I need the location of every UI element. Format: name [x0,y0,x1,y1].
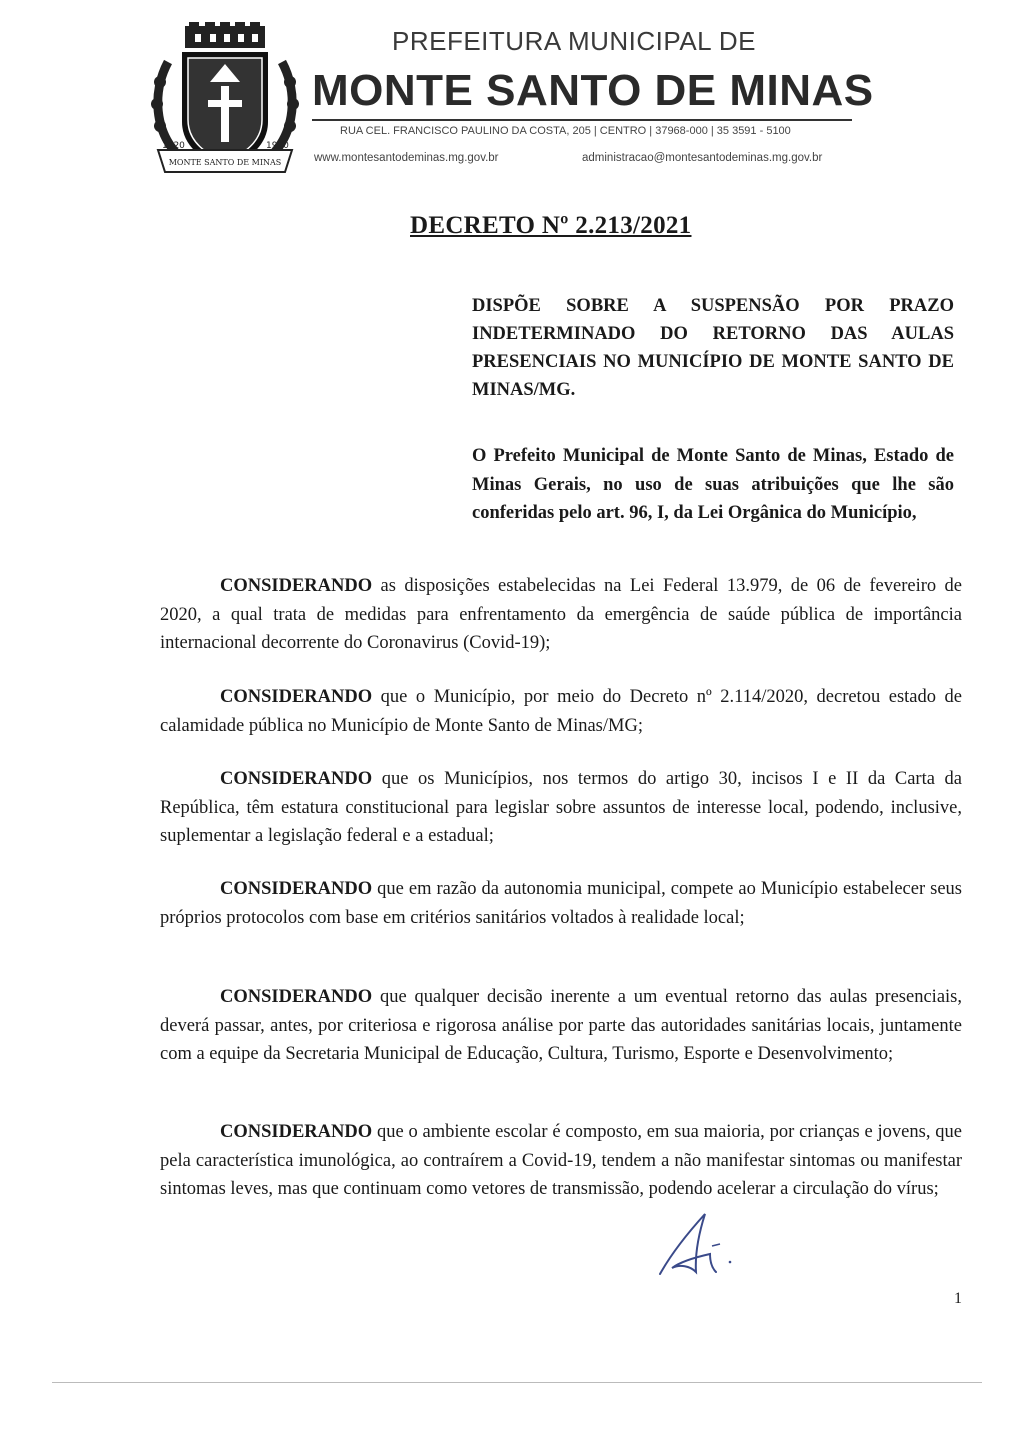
decree-ementa: DISPÕE SOBRE A SUSPENSÃO POR PRAZO INDETERMINADO DO RETORNO DAS AULAS PRESENCIAIS NO MUNICÍPIO DE MONTE SANTO DE MINAS/MG. [472,296,954,400]
crest-motto: MONTE SANTO DE MINAS [168,158,282,167]
header-line1: PREFEITURA MUNICIPAL DE [392,26,756,56]
crest-year-right: 1920 [266,141,289,151]
considerando-text: que os Municípios, nos termos do artigo 30, incisos I e II da Carta da República, têm estatura constitucional para legislar sobre assuntos de interesse local, podendo, inclusive, suplementar a legislação federal e a estadual; [160,769,962,846]
header-municipality-name: MONTE SANTO DE MINAS [312,66,874,115]
considerando-paragraph [160,983,962,1069]
considerando-paragraph [160,683,962,740]
considerando-keyword: CONSIDERANDO [220,769,373,789]
considerando-paragraph [160,572,962,658]
considerando-keyword: CONSIDERANDO [220,987,373,1007]
header-email: administracao@montesantodeminas.mg.gov.br [582,152,823,164]
decree-preamble: O Prefeito Municipal de Monte Santo de Minas, Estado de Minas Gerais, no uso de suas atribuições que lhe são conferidas pelo art. 96, I, da Lei Orgânica do Município, [472,446,954,523]
considerando-text: que o Município, por meio do Decreto nº 2.114/2020, decretou estado de calamidade pública no Município de Monte Santo de Minas/MG; [160,687,962,736]
considerando-keyword: CONSIDERANDO [220,1122,373,1142]
header-website: www.montesantodeminas.mg.gov.br [314,152,499,164]
decree-title: DECRETO Nº 2.213/2021 [410,212,692,239]
considerando-keyword: CONSIDERANDO [220,879,373,899]
considerando-paragraph [160,765,962,851]
considerando-keyword: CONSIDERANDO [220,687,373,707]
considerando-paragraph [160,1118,962,1204]
header-divider [312,119,852,121]
header-address: RUA CEL. FRANCISCO PAULINO DA COSTA, 205 | CENTRO | 37968-000 | 35 3591 - 5100 [340,125,791,137]
scan-edge-line [52,1382,982,1383]
crest-year-left: 1920 [162,141,185,151]
considerando-text: que em razão da autonomia municipal, compete ao Município estabelecer seus próprios protocolos com base em critérios sanitários voltados à realidade local; [160,879,962,928]
handwritten-initials-signature [650,1206,750,1286]
considerando-paragraph [160,875,962,932]
considerando-text: as disposições estabelecidas na Lei Federal 13.979, de 06 de fevereiro de 2020, a qual trata de medidas para enfrentamento da emergência de saúde pública de importância internacional decorrente do Coronavirus (Covid-19); [160,576,962,653]
considerando-text: que o ambiente escolar é composto, em sua maioria, por crianças e jovens, que pela característica imunológica, ao contraírem a Covid-19, tendem a não manifestar sintomas ou manifestar sintomas leves, mas que continuam como vetores de transmissão, podendo acelerar a circulação do vírus; [160,1122,962,1199]
considerando-keyword: CONSIDERANDO [220,576,373,596]
page-number: 1 [954,1290,962,1307]
considerando-text: que qualquer decisão inerente a um eventual retorno das aulas presenciais, deverá passar, antes, por criteriosa e rigorosa análise por parte das autoridades sanitárias locais, juntamente com a equipe da Secretaria Municipal de Educação, Cultura, Turismo, Esporte e Desenvolvimento; [160,987,962,1064]
municipal-crest-logo [150,22,300,182]
